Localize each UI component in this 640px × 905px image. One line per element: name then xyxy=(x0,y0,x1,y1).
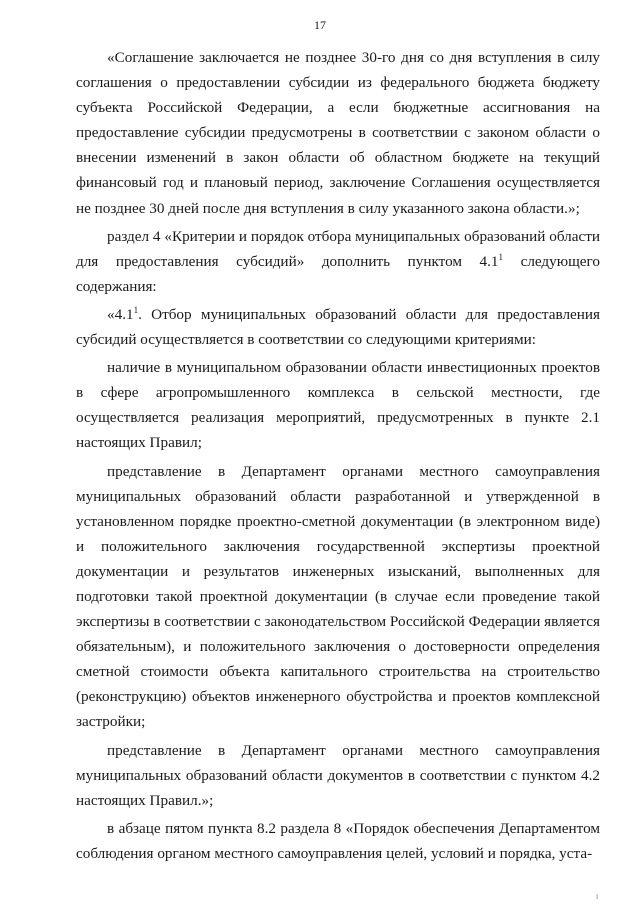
corner-mark: ı xyxy=(596,892,599,901)
clause-text: . Отбор муниципальных образований области для предоставления субсидий осуществляется в соответствии со следующими критериями: xyxy=(76,305,600,349)
paragraph-agreement-deadline: «Соглашение заключается не позднее 30-го дня со дня вступления в силу соглашения о предоставлении субсидии из федерального бюджета бюджету субъекта Российской Федерации, а если бюджетные ассигнования на предоставление субсидии предусмотрены в соответствии с законом области о внесении изменений в закон области об областном бюджете на текущий финансовый год и плановый период, заключение Соглашения осуществляется не позднее 30 дней после дня вступления в силу указанного закона области.»; xyxy=(76,49,600,217)
clause-number: «4.1 xyxy=(107,305,134,323)
paragraph-clause-4-1-1 xyxy=(76,302,600,352)
paragraph-section-4-text: раздел 4 «Критерии и порядок отбора муниципальных образований области для предоставления субсидий» дополнить пунктом 4.1 xyxy=(76,227,600,270)
superscript-1: 1 xyxy=(498,251,504,262)
paragraph-section-4-tail: следующего содержания: xyxy=(76,252,600,295)
paragraph-section-8-amendment: в абзаце пятом пункта 8.2 раздела 8 «Порядок обеспечения Департаментом соблюдения органом местного самоуправления целей, условий и порядка, уста- xyxy=(76,819,600,862)
paragraph-criterion-documents: представление в Департамент органами местного самоуправления муниципальных образований области документов в соответствии с пунктом 4.2 настоящих Правил.»; xyxy=(76,741,600,809)
page-number: 17 xyxy=(314,18,326,32)
paragraph-criterion-design-documentation: представление в Департамент органами местного самоуправления муниципальных образований области разработанной и утвержденной в установленном порядке проектно-сметной документации (в электронном виде) и положительного заключения государственной экспертизы проектной документации и результатов инженерных изысканий, выполненных для подготовки такой проектной документации (в случае если проведение такой экспертизы в соответствии с законодательством Российской Федерации является обязательным), и положительного заключения о достоверности определения сметной стоимости объекта капитального строительства на строительство (реконструкцию) объектов инженерного обустройства и проектов комплексной застройки; xyxy=(76,462,600,731)
paragraph-section-4-amendment xyxy=(76,224,600,299)
superscript-1: 1 xyxy=(133,304,139,315)
paragraph-criterion-investment-projects: наличие в муниципальном образовании области инвестиционных проектов в сфере агропромышленного комплекса в сельской местности, где осуществляется реализация мероприятий, предусмотренных в пункте 2.1 настоящих Правил; xyxy=(76,359,600,452)
document-body xyxy=(76,45,600,866)
